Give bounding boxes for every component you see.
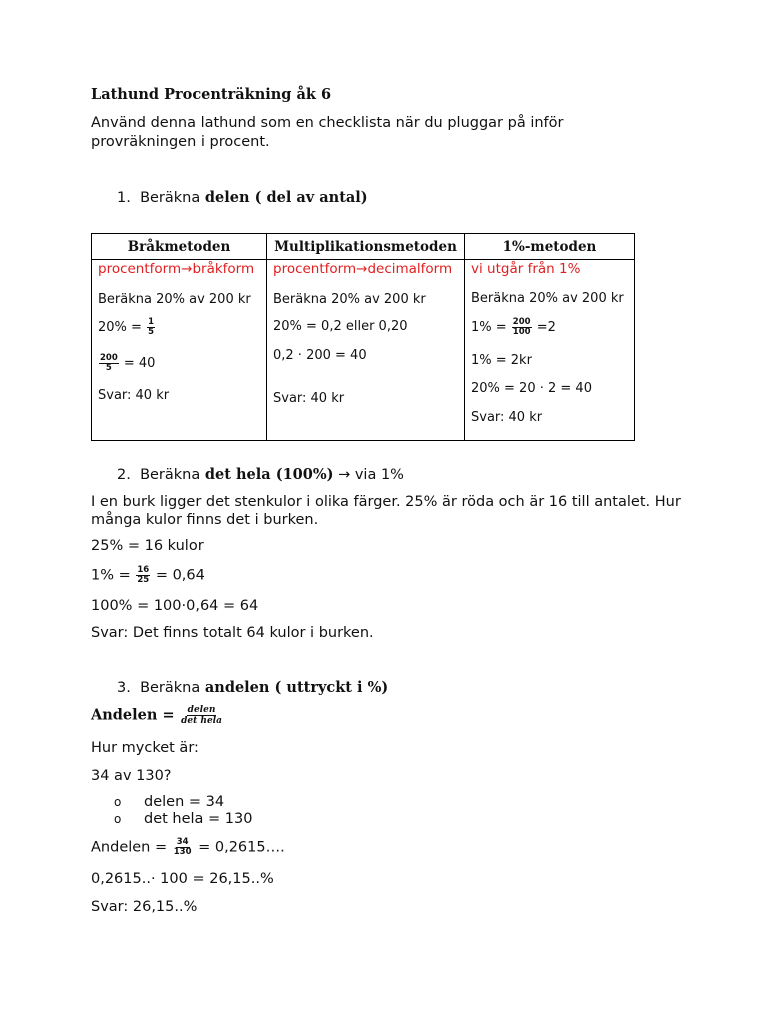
brak-line-4: Svar: 40 kr bbox=[98, 388, 170, 403]
fraction-numerator: 34 bbox=[176, 837, 189, 847]
fraction bbox=[99, 354, 119, 373]
pct-line-5: Svar: 40 kr bbox=[471, 410, 543, 425]
fraction-numerator: 1 bbox=[148, 317, 154, 327]
section-3-line-2: 0,2615..· 100 = 26,15..% bbox=[91, 871, 274, 887]
formula-numerator: delen bbox=[187, 705, 216, 715]
table-body-row bbox=[92, 260, 635, 441]
section-2-line-4: Svar: Det finns totalt 64 kulor i burken. bbox=[91, 625, 374, 641]
cell-1procent-metoden bbox=[465, 260, 635, 441]
methods-table bbox=[91, 233, 635, 441]
brak-line-3-post: = 40 bbox=[123, 356, 156, 371]
bullet-item-2-text: det hela = 130 bbox=[144, 811, 253, 827]
section-2-line-2-post: = 0,64 bbox=[155, 567, 205, 584]
formula-label: Andelen = bbox=[91, 706, 175, 724]
section-3-line-1-pre: Andelen = bbox=[91, 839, 168, 856]
section-2-line-3: 100% = 100·0,64 = 64 bbox=[91, 598, 259, 614]
section-1-heading bbox=[117, 189, 368, 206]
section-2-line-1: 25% = 16 kulor bbox=[91, 538, 204, 554]
section-2-prefix: Beräkna bbox=[140, 467, 201, 483]
section-2-suffix: → via 1% bbox=[338, 467, 404, 483]
section-3-bold: andelen ( uttryckt i %) bbox=[204, 679, 389, 696]
brak-line-3 bbox=[98, 354, 155, 373]
fraction bbox=[136, 566, 150, 585]
intro-line-1: Använd denna lathund som en checklista när du pluggar på inför bbox=[91, 115, 564, 131]
section-2-line-2-pre: 1% = bbox=[91, 567, 131, 584]
section-2-bold: det hela (100%) bbox=[204, 466, 334, 483]
section-3-line-3: Svar: 26,15..% bbox=[91, 899, 198, 915]
header-1procent-metoden: 1%-metoden bbox=[465, 234, 635, 260]
bullet-item-1-text: delen = 34 bbox=[144, 794, 225, 810]
pct-line-2-pre: 1% = bbox=[471, 320, 507, 335]
pct-line-1: Beräkna 20% av 200 kr bbox=[471, 291, 624, 306]
bullet-item-2 bbox=[114, 811, 253, 827]
section-2-number: 2. bbox=[117, 467, 131, 483]
pct-line-2 bbox=[471, 318, 556, 337]
pct-line-2-post: =2 bbox=[536, 320, 556, 335]
fraction-numerator: 200 bbox=[512, 317, 531, 327]
mult-line-1: Beräkna 20% av 200 kr bbox=[273, 292, 426, 307]
fraction bbox=[147, 318, 155, 337]
brak-subtitle: procentform→bråkform bbox=[98, 261, 255, 277]
section-2-heading bbox=[117, 466, 404, 483]
fraction-denominator: 5 bbox=[148, 327, 154, 337]
section-2-paragraph-1: I en burk ligger det stenkulor i olika färger. 25% är röda och är 16 till antalet. Hur bbox=[91, 494, 681, 510]
section-3-number: 3. bbox=[117, 680, 131, 696]
formula-denominator: det hela bbox=[181, 716, 222, 726]
question-line-1: Hur mycket är: bbox=[91, 740, 199, 756]
table-header-row bbox=[92, 234, 635, 260]
section-3-line-1 bbox=[91, 838, 285, 857]
cell-brakmetoden bbox=[92, 260, 267, 441]
bullet-circle-icon: o bbox=[114, 795, 122, 809]
intro-line-2: provräkningen i procent. bbox=[91, 134, 270, 150]
section-3-prefix: Beräkna bbox=[140, 680, 201, 696]
section-1-bold: delen ( del av antal) bbox=[204, 189, 368, 206]
pct-line-3: 1% = 2kr bbox=[471, 353, 532, 368]
question-line-2: 34 av 130? bbox=[91, 768, 172, 784]
brak-line-2-pre: 20% = bbox=[98, 320, 142, 335]
pct-subtitle: vi utgår från 1% bbox=[471, 261, 581, 277]
cell-multiplikationsmetoden bbox=[267, 260, 465, 441]
mult-subtitle: procentform→decimalform bbox=[273, 261, 453, 277]
fraction bbox=[173, 838, 193, 857]
brak-line-1: Beräkna 20% av 200 kr bbox=[98, 292, 251, 307]
formula-line bbox=[91, 705, 224, 726]
fraction-numerator: 16 bbox=[137, 565, 150, 575]
header-brakmetoden: Bråkmetoden bbox=[92, 234, 267, 260]
fraction-numerator: 200 bbox=[100, 353, 118, 363]
section-1-number: 1. bbox=[117, 190, 131, 206]
formula-fraction bbox=[180, 705, 223, 726]
page-title: Lathund Procenträkning åk 6 bbox=[91, 86, 332, 103]
section-2-paragraph-2: många kulor finns det i burken. bbox=[91, 512, 319, 528]
section-2-line-2 bbox=[91, 566, 205, 585]
section-3-line-1-post: = 0,2615…. bbox=[198, 839, 285, 856]
pct-line-4: 20% = 20 · 2 = 40 bbox=[471, 381, 592, 396]
bullet-circle-icon: o bbox=[114, 812, 122, 826]
bullet-item-1 bbox=[114, 794, 224, 810]
fraction-denominator: 5 bbox=[105, 363, 112, 373]
section-3-heading bbox=[117, 679, 388, 696]
mult-line-4: Svar: 40 kr bbox=[273, 391, 345, 406]
section-1-prefix: Beräkna bbox=[140, 190, 201, 206]
mult-line-3: 0,2 · 200 = 40 bbox=[273, 348, 367, 363]
fraction bbox=[512, 318, 532, 337]
brak-line-2 bbox=[98, 318, 156, 337]
mult-line-2: 20% = 0,2 eller 0,20 bbox=[273, 319, 408, 334]
fraction-denominator: 100 bbox=[512, 327, 531, 337]
header-multiplikationsmetoden: Multiplikationsmetoden bbox=[267, 234, 465, 260]
fraction-denominator: 130 bbox=[173, 847, 192, 857]
fraction-denominator: 25 bbox=[137, 575, 150, 585]
